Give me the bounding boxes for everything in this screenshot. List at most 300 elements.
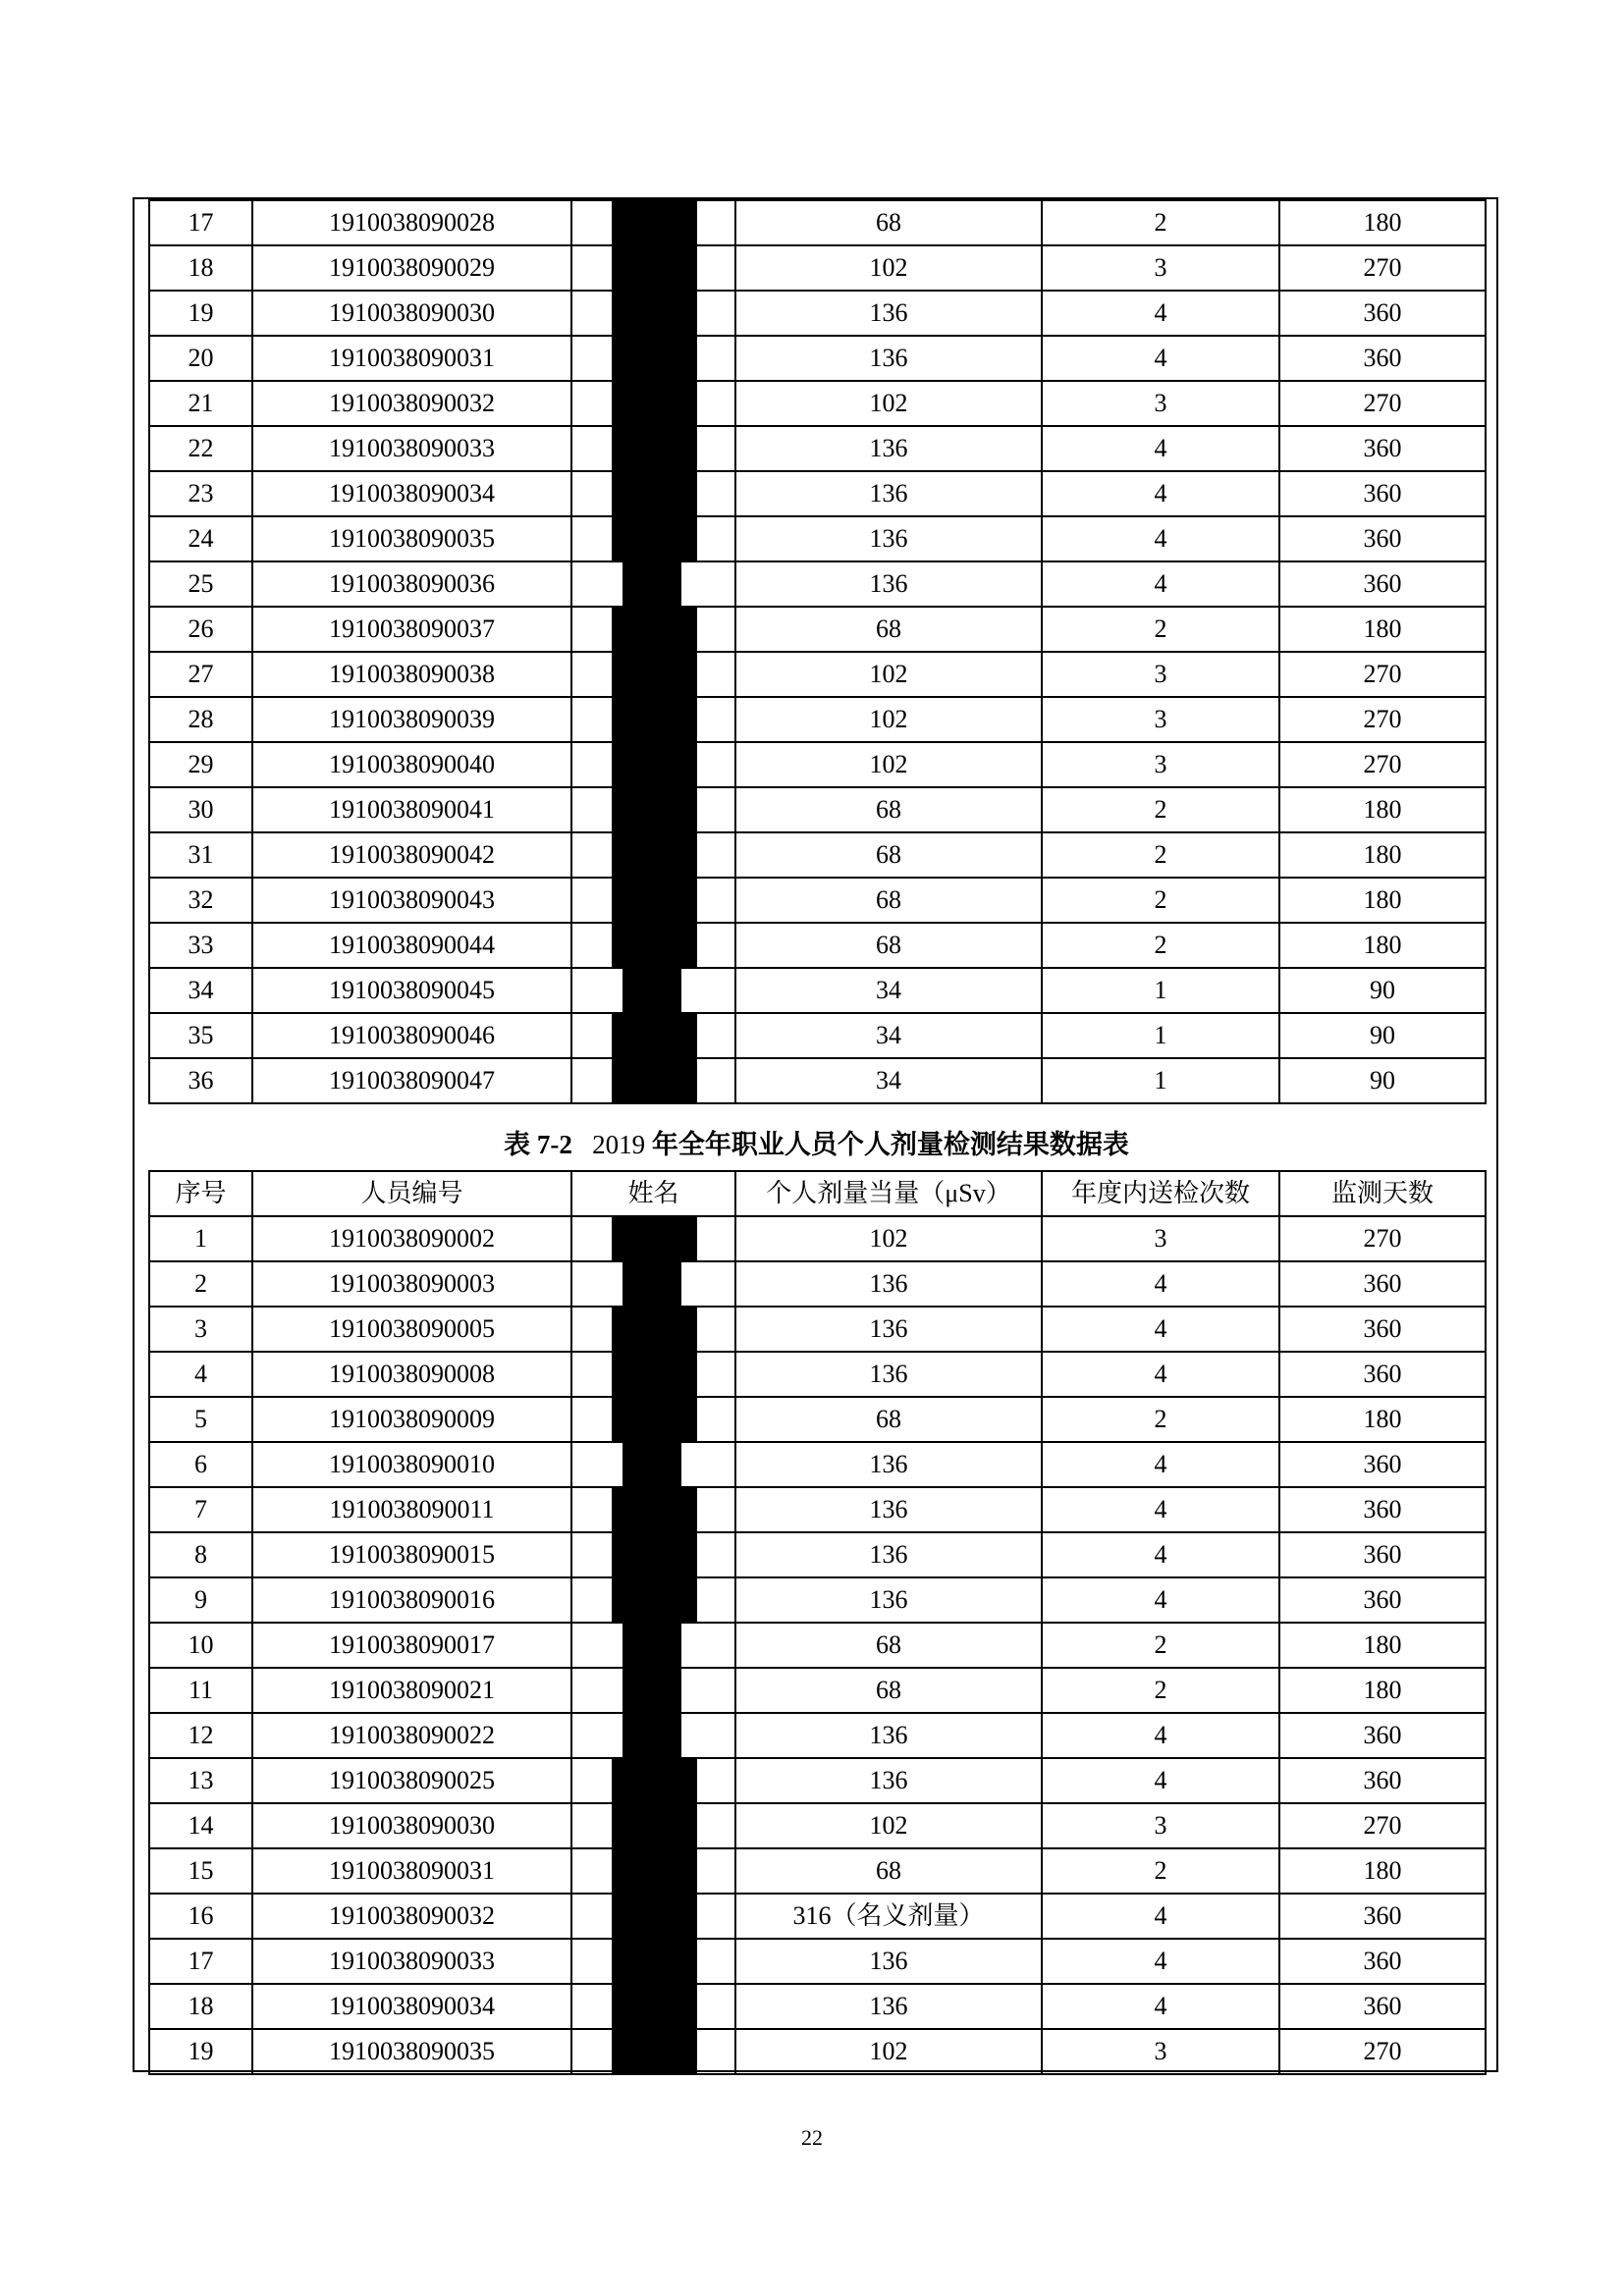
cell-days: 360	[1279, 1577, 1486, 1623]
cell-times: 4	[1042, 1758, 1279, 1803]
table-row	[149, 1984, 1486, 2029]
cell-name-redacted	[571, 336, 735, 381]
cell-name-redacted	[571, 1848, 735, 1894]
table-row	[149, 1307, 1486, 1352]
cell-times: 3	[1042, 381, 1279, 426]
cell-name-redacted	[571, 1577, 735, 1623]
table-row	[149, 1668, 1486, 1713]
cell-name-redacted	[571, 697, 735, 742]
cell-seq: 20	[149, 336, 252, 381]
cell-times: 3	[1042, 2029, 1279, 2074]
cell-dose: 68	[735, 832, 1042, 878]
cell-seq: 26	[149, 607, 252, 652]
cell-name-redacted	[571, 1487, 735, 1532]
cell-days: 360	[1279, 1442, 1486, 1487]
cell-person-id: 1910038090015	[252, 1532, 571, 1577]
cell-name-redacted	[571, 607, 735, 652]
cell-name-redacted	[571, 381, 735, 426]
table-caption	[148, 1122, 1485, 1167]
cell-seq: 36	[149, 1058, 252, 1103]
header-days: 监测天数	[1279, 1171, 1486, 1216]
cell-days: 360	[1279, 1758, 1486, 1803]
cell-person-id: 1910038090040	[252, 742, 571, 787]
cell-name-redacted	[571, 878, 735, 923]
cell-times: 2	[1042, 923, 1279, 968]
cell-dose: 68	[735, 787, 1042, 832]
cell-times: 4	[1042, 1577, 1279, 1623]
header-person-id: 人员编号	[252, 1171, 571, 1216]
cell-days: 360	[1279, 561, 1486, 607]
cell-name-redacted	[571, 1261, 735, 1307]
cell-days: 270	[1279, 245, 1486, 291]
redaction-bar	[612, 697, 697, 742]
cell-times: 4	[1042, 426, 1279, 471]
cell-person-id: 1910038090047	[252, 1058, 571, 1103]
cell-person-id: 1910038090017	[252, 1623, 571, 1668]
redaction-bar	[623, 968, 681, 1013]
cell-days: 360	[1279, 1352, 1486, 1397]
table-row	[149, 1261, 1486, 1307]
cell-seq: 1	[149, 1216, 252, 1261]
table-row	[149, 1713, 1486, 1758]
table-row	[149, 968, 1486, 1013]
cell-days: 90	[1279, 1058, 1486, 1103]
table-row	[149, 1216, 1486, 1261]
header-seq: 序号	[149, 1171, 252, 1216]
cell-dose: 136	[735, 1984, 1042, 2029]
redaction-bar	[612, 1532, 697, 1577]
cell-person-id: 1910038090034	[252, 471, 571, 516]
table-row	[149, 607, 1486, 652]
cell-dose: 68	[735, 200, 1042, 245]
redaction-bar	[612, 1307, 697, 1352]
table-row	[149, 1532, 1486, 1577]
cell-seq: 35	[149, 1013, 252, 1058]
redaction-bar	[612, 652, 697, 697]
cell-days: 360	[1279, 1487, 1486, 1532]
cell-times: 1	[1042, 1013, 1279, 1058]
table-row	[149, 1013, 1486, 1058]
cell-days: 180	[1279, 1623, 1486, 1668]
cell-person-id: 1910038090031	[252, 1848, 571, 1894]
cell-name-redacted	[571, 1307, 735, 1352]
cell-person-id: 1910038090030	[252, 291, 571, 336]
cell-seq: 9	[149, 1577, 252, 1623]
cell-person-id: 1910038090002	[252, 1216, 571, 1261]
redaction-bar	[612, 426, 697, 471]
cell-seq: 21	[149, 381, 252, 426]
cell-days: 360	[1279, 1307, 1486, 1352]
cell-dose: 102	[735, 652, 1042, 697]
cell-dose: 136	[735, 1577, 1042, 1623]
redaction-bar	[612, 1984, 697, 2029]
cell-dose: 136	[735, 1352, 1042, 1397]
table-row	[149, 1623, 1486, 1668]
cell-days: 180	[1279, 1848, 1486, 1894]
cell-name-redacted	[571, 2029, 735, 2074]
redaction-bar	[612, 607, 697, 652]
cell-times: 4	[1042, 1939, 1279, 1984]
caption-year: 2019	[592, 1130, 646, 1159]
redaction-bar	[612, 381, 697, 426]
cell-person-id: 1910038090016	[252, 1577, 571, 1623]
cell-times: 2	[1042, 607, 1279, 652]
cell-seq: 3	[149, 1307, 252, 1352]
cell-dose: 136	[735, 1532, 1042, 1577]
cell-days: 270	[1279, 742, 1486, 787]
cell-seq: 30	[149, 787, 252, 832]
cell-times: 4	[1042, 1532, 1279, 1577]
cell-name-redacted	[571, 471, 735, 516]
redaction-bar	[623, 1442, 681, 1487]
cell-name-redacted	[571, 787, 735, 832]
dose-table-continued	[148, 199, 1487, 1104]
cell-person-id: 1910038090031	[252, 336, 571, 381]
cell-seq: 4	[149, 1352, 252, 1397]
table-row	[149, 787, 1486, 832]
cell-dose: 102	[735, 742, 1042, 787]
cell-name-redacted	[571, 245, 735, 291]
cell-dose: 68	[735, 607, 1042, 652]
redaction-bar	[612, 923, 697, 968]
redaction-bar	[612, 787, 697, 832]
cell-name-redacted	[571, 1397, 735, 1442]
cell-times: 3	[1042, 245, 1279, 291]
cell-seq: 31	[149, 832, 252, 878]
cell-person-id: 1910038090008	[252, 1352, 571, 1397]
cell-times: 2	[1042, 200, 1279, 245]
cell-person-id: 1910038090046	[252, 1013, 571, 1058]
cell-person-id: 1910038090034	[252, 1984, 571, 2029]
cell-person-id: 1910038090025	[252, 1758, 571, 1803]
cell-person-id: 1910038090032	[252, 381, 571, 426]
cell-seq: 29	[149, 742, 252, 787]
cell-person-id: 1910038090022	[252, 1713, 571, 1758]
cell-days: 180	[1279, 200, 1486, 245]
cell-dose: 316（名义剂量）	[735, 1894, 1042, 1939]
cell-name-redacted	[571, 561, 735, 607]
table-row	[149, 697, 1486, 742]
cell-dose: 136	[735, 1713, 1042, 1758]
cell-seq: 28	[149, 697, 252, 742]
cell-seq: 15	[149, 1848, 252, 1894]
cell-seq: 18	[149, 245, 252, 291]
redaction-bar	[612, 336, 697, 381]
cell-person-id: 1910038090044	[252, 923, 571, 968]
cell-person-id: 1910038090045	[252, 968, 571, 1013]
cell-name-redacted	[571, 1984, 735, 2029]
cell-times: 2	[1042, 1397, 1279, 1442]
cell-dose: 34	[735, 968, 1042, 1013]
redaction-bar	[612, 1577, 697, 1623]
cell-seq: 7	[149, 1487, 252, 1532]
cell-name-redacted	[571, 923, 735, 968]
redaction-bar	[612, 1758, 697, 1803]
cell-seq: 16	[149, 1894, 252, 1939]
cell-seq: 23	[149, 471, 252, 516]
cell-days: 360	[1279, 1261, 1486, 1307]
redaction-bar	[612, 1894, 697, 1939]
cell-dose: 34	[735, 1058, 1042, 1103]
cell-name-redacted	[571, 291, 735, 336]
cell-dose: 102	[735, 1216, 1042, 1261]
table-row	[149, 1397, 1486, 1442]
redaction-bar	[623, 561, 681, 607]
cell-person-id: 1910038090033	[252, 426, 571, 471]
cell-dose: 34	[735, 1013, 1042, 1058]
cell-days: 180	[1279, 832, 1486, 878]
header-name: 姓名	[571, 1171, 735, 1216]
cell-seq: 32	[149, 878, 252, 923]
cell-dose: 68	[735, 923, 1042, 968]
redaction-bar	[612, 200, 697, 245]
cell-dose: 136	[735, 336, 1042, 381]
table-header-row	[149, 1171, 1486, 1216]
cell-seq: 6	[149, 1442, 252, 1487]
table-row	[149, 1352, 1486, 1397]
cell-person-id: 1910038090021	[252, 1668, 571, 1713]
redaction-bar	[612, 832, 697, 878]
cell-times: 3	[1042, 1216, 1279, 1261]
cell-dose: 136	[735, 1442, 1042, 1487]
cell-days: 360	[1279, 516, 1486, 561]
table-row	[149, 742, 1486, 787]
cell-dose: 136	[735, 1307, 1042, 1352]
cell-person-id: 1910038090033	[252, 1939, 571, 1984]
table-row	[149, 1939, 1486, 1984]
redaction-bar	[612, 245, 697, 291]
cell-person-id: 1910038090037	[252, 607, 571, 652]
cell-times: 4	[1042, 291, 1279, 336]
cell-days: 90	[1279, 968, 1486, 1013]
table-row	[149, 426, 1486, 471]
cell-times: 4	[1042, 1307, 1279, 1352]
table1-body	[149, 200, 1486, 1103]
cell-times: 1	[1042, 1058, 1279, 1103]
redaction-bar	[612, 291, 697, 336]
cell-days: 180	[1279, 878, 1486, 923]
cell-dose: 136	[735, 426, 1042, 471]
cell-seq: 18	[149, 1984, 252, 2029]
table-row	[149, 1848, 1486, 1894]
cell-dose: 102	[735, 2029, 1042, 2074]
cell-dose: 68	[735, 1623, 1042, 1668]
table-row	[149, 1058, 1486, 1103]
cell-days: 360	[1279, 1532, 1486, 1577]
cell-seq: 19	[149, 2029, 252, 2074]
cell-days: 360	[1279, 426, 1486, 471]
cell-times: 4	[1042, 1894, 1279, 1939]
cell-name-redacted	[571, 742, 735, 787]
cell-name-redacted	[571, 1013, 735, 1058]
cell-dose: 136	[735, 471, 1042, 516]
cell-times: 4	[1042, 1261, 1279, 1307]
cell-times: 3	[1042, 742, 1279, 787]
redaction-bar	[612, 1803, 697, 1848]
table-row	[149, 471, 1486, 516]
cell-days: 180	[1279, 1668, 1486, 1713]
table-row	[149, 516, 1486, 561]
cell-person-id: 1910038090011	[252, 1487, 571, 1532]
cell-dose: 136	[735, 291, 1042, 336]
cell-days: 360	[1279, 1713, 1486, 1758]
cell-seq: 24	[149, 516, 252, 561]
cell-person-id: 1910038090029	[252, 245, 571, 291]
cell-name-redacted	[571, 426, 735, 471]
cell-days: 270	[1279, 1216, 1486, 1261]
cell-name-redacted	[571, 1894, 735, 1939]
redaction-bar	[612, 1216, 697, 1261]
cell-name-redacted	[571, 1442, 735, 1487]
cell-times: 3	[1042, 697, 1279, 742]
cell-dose: 68	[735, 1848, 1042, 1894]
cell-seq: 12	[149, 1713, 252, 1758]
cell-name-redacted	[571, 832, 735, 878]
cell-seq: 17	[149, 200, 252, 245]
cell-seq: 10	[149, 1623, 252, 1668]
cell-days: 360	[1279, 291, 1486, 336]
redaction-bar	[612, 1058, 697, 1103]
page-number: 22	[801, 2125, 823, 2150]
cell-seq: 11	[149, 1668, 252, 1713]
redaction-bar	[623, 1713, 681, 1758]
cell-times: 2	[1042, 787, 1279, 832]
cell-days: 270	[1279, 1803, 1486, 1848]
cell-times: 1	[1042, 968, 1279, 1013]
cell-dose: 102	[735, 381, 1042, 426]
cell-name-redacted	[571, 1803, 735, 1848]
cell-person-id: 1910038090043	[252, 878, 571, 923]
cell-dose: 102	[735, 1803, 1042, 1848]
cell-days: 360	[1279, 471, 1486, 516]
cell-times: 4	[1042, 1442, 1279, 1487]
cell-name-redacted	[571, 516, 735, 561]
table-row	[149, 2029, 1486, 2074]
cell-seq: 34	[149, 968, 252, 1013]
cell-person-id: 1910038090003	[252, 1261, 571, 1307]
dose-table-2019	[148, 1170, 1487, 2075]
cell-person-id: 1910038090010	[252, 1442, 571, 1487]
table-row	[149, 1442, 1486, 1487]
cell-times: 4	[1042, 1352, 1279, 1397]
table-row	[149, 1803, 1486, 1848]
redaction-bar	[623, 1623, 681, 1668]
cell-name-redacted	[571, 1058, 735, 1103]
table-row	[149, 652, 1486, 697]
table-row	[149, 1758, 1486, 1803]
cell-seq: 5	[149, 1397, 252, 1442]
redaction-bar	[623, 1261, 681, 1307]
cell-days: 270	[1279, 652, 1486, 697]
cell-days: 360	[1279, 1984, 1486, 2029]
cell-times: 4	[1042, 1487, 1279, 1532]
cell-seq: 27	[149, 652, 252, 697]
cell-times: 4	[1042, 1984, 1279, 2029]
cell-days: 360	[1279, 336, 1486, 381]
cell-times: 3	[1042, 652, 1279, 697]
cell-times: 4	[1042, 1713, 1279, 1758]
cell-name-redacted	[571, 1216, 735, 1261]
cell-times: 2	[1042, 832, 1279, 878]
cell-name-redacted	[571, 652, 735, 697]
cell-name-redacted	[571, 200, 735, 245]
caption-label: 表 7-2	[504, 1130, 572, 1159]
cell-dose: 136	[735, 1261, 1042, 1307]
redaction-bar	[612, 1487, 697, 1532]
redaction-bar	[612, 1352, 697, 1397]
header-dose: 个人剂量当量（μSv）	[735, 1171, 1042, 1216]
cell-name-redacted	[571, 1623, 735, 1668]
cell-times: 4	[1042, 516, 1279, 561]
cell-seq: 13	[149, 1758, 252, 1803]
cell-times: 4	[1042, 561, 1279, 607]
cell-dose: 136	[735, 1758, 1042, 1803]
table-row	[149, 832, 1486, 878]
header-times: 年度内送检次数	[1042, 1171, 1279, 1216]
cell-name-redacted	[571, 1758, 735, 1803]
cell-person-id: 1910038090041	[252, 787, 571, 832]
cell-days: 180	[1279, 923, 1486, 968]
table-row	[149, 336, 1486, 381]
redaction-bar	[612, 742, 697, 787]
cell-times: 2	[1042, 1668, 1279, 1713]
cell-seq: 14	[149, 1803, 252, 1848]
cell-seq: 2	[149, 1261, 252, 1307]
cell-times: 3	[1042, 1803, 1279, 1848]
redaction-bar	[623, 1668, 681, 1713]
cell-dose: 136	[735, 516, 1042, 561]
cell-dose: 102	[735, 697, 1042, 742]
cell-dose: 136	[735, 1487, 1042, 1532]
cell-person-id: 1910038090038	[252, 652, 571, 697]
table-row	[149, 291, 1486, 336]
cell-name-redacted	[571, 968, 735, 1013]
table-row	[149, 245, 1486, 291]
cell-dose: 68	[735, 878, 1042, 923]
cell-person-id: 1910038090035	[252, 2029, 571, 2074]
cell-person-id: 1910038090036	[252, 561, 571, 607]
caption-title: 年全年职业人员个人剂量检测结果数据表	[651, 1130, 1129, 1159]
cell-days: 360	[1279, 1939, 1486, 1984]
table-row	[149, 381, 1486, 426]
cell-person-id: 1910038090009	[252, 1397, 571, 1442]
cell-days: 360	[1279, 1894, 1486, 1939]
redaction-bar	[612, 516, 697, 561]
cell-person-id: 1910038090028	[252, 200, 571, 245]
cell-name-redacted	[571, 1352, 735, 1397]
redaction-bar	[612, 1397, 697, 1442]
redaction-bar	[612, 2029, 697, 2074]
cell-seq: 17	[149, 1939, 252, 1984]
cell-person-id: 1910038090005	[252, 1307, 571, 1352]
cell-seq: 22	[149, 426, 252, 471]
cell-dose: 136	[735, 1939, 1042, 1984]
cell-seq: 33	[149, 923, 252, 968]
cell-days: 270	[1279, 381, 1486, 426]
cell-person-id: 1910038090030	[252, 1803, 571, 1848]
cell-name-redacted	[571, 1939, 735, 1984]
table2-body	[149, 1216, 1486, 2074]
cell-days: 270	[1279, 697, 1486, 742]
cell-person-id: 1910038090042	[252, 832, 571, 878]
cell-seq: 25	[149, 561, 252, 607]
table-row	[149, 200, 1486, 245]
cell-days: 270	[1279, 2029, 1486, 2074]
cell-seq: 8	[149, 1532, 252, 1577]
redaction-bar	[612, 878, 697, 923]
redaction-bar	[612, 1939, 697, 1984]
cell-dose: 68	[735, 1397, 1042, 1442]
